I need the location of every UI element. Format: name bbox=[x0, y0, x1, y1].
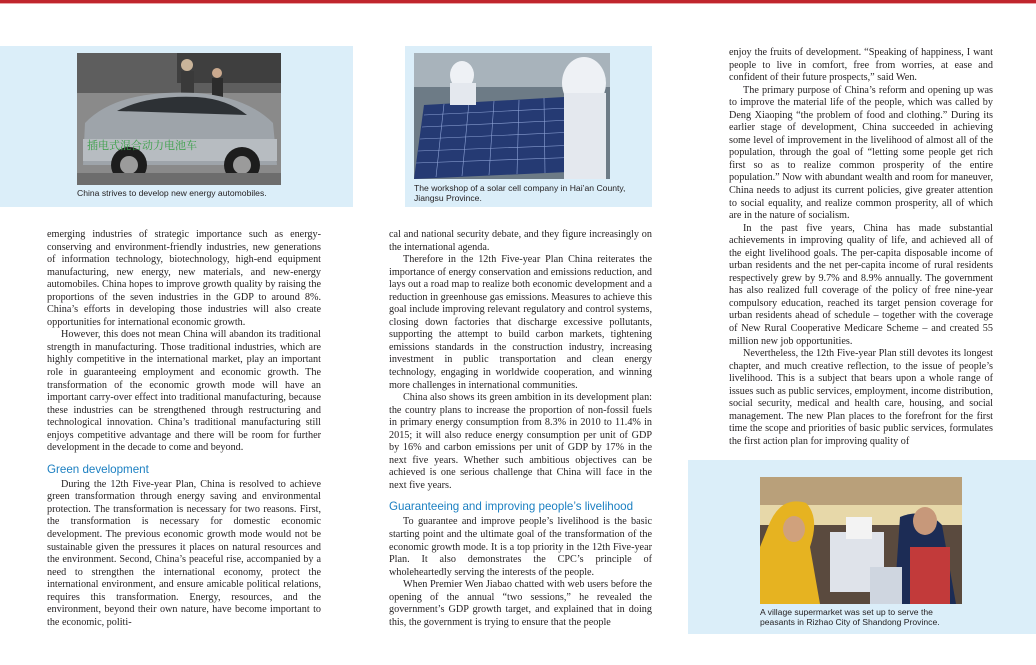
market-illustration bbox=[760, 477, 962, 604]
paragraph: Therefore in the 12th Five-year Plan China reiterates the importance of energy conservation and emissions reduction, and lays out a road map to realize both economic development and a reduction in greenhouse gas emissions. Measures to achieve this goal include improving relevant regulatory and control systems, closing down factories that discharge excessive pollutants, supporting the attempt to build carbon markets, tightening emissions standards in the construction industry, increasing investment in public transportation and clean energy technology, engaging in worldwide cooperation, and winning more challenges in international communities. bbox=[389, 254, 652, 391]
solar-illustration bbox=[414, 53, 610, 179]
car-sign-text: 插电式混合动力电池车 bbox=[87, 139, 197, 152]
caption-car: China strives to develop new energy automobiles. bbox=[77, 188, 267, 198]
top-rule-shadow bbox=[0, 3, 1036, 4]
paragraph: To guarantee and improve people’s livelihood is the basic starting point and the ultimate goal of the transformation of the economic growth mode. It is a top priority in the 12th Five-year Plan. It also demonstrates the CPC’s principle of wholeheartedly serving the interests of the people. bbox=[389, 516, 652, 578]
paragraph: emerging industries of strategic importance such as energy-conserving and environment-friendly industries, new generations of information technology, biotechnology, high-end equipment manufacturing, new energy, new materials, and new-energy automobiles. China hopes to improve growth quality by raising the proportions of the seven industries in the GDP to around 8%. China’s efforts in developing those industries will also create opportunities for international economic growth. bbox=[47, 229, 321, 328]
section-heading-livelihood: Guaranteeing and improving people’s livelihood bbox=[389, 500, 634, 514]
paragraph: In the past five years, China has made substantial achievements in improving quality of life, and achieved all of the eight livelihood goals. The per-capita disposable income of urban residents and the net per-capita income of rural residents respectively grew by 9.7% and 8.9% annually. The government has also realized full coverage of the policy of free nine-year compulsory education, reached its target pension coverage for urban residents ahead of schedule – together with the coverage of New Rural Cooperative Medicare Scheme – and created 55 million new job opportunities. bbox=[729, 222, 993, 347]
car-photo bbox=[77, 53, 281, 185]
paragraph: cal and national security debate, and they figure increasingly on the international agenda. bbox=[389, 229, 652, 253]
caption-solar: The workshop of a solar cell company in Hai’an County, Jiangsu Province. bbox=[414, 183, 626, 203]
paragraph: Nevertheless, the 12th Five-year Plan still devotes its longest chapter, and much creative reflection, to the issue of people’s livelihood. This is a subject that bears upon a whole range of issues such as public services, employment, income distribution, social security, medical and health care, housing, and social management. The new Plan places to the forefront for the first time the scope and priorities of basic public services, formulates the first action plan for improving quality of bbox=[729, 348, 993, 447]
solar-photo bbox=[414, 53, 610, 179]
paragraph: When Premier Wen Jiabao chatted with web users before the opening of the annual “two sessions,” he revealed the government’s GDP growth target, and explained that in doing this, the government is trying to ensure that the people bbox=[389, 579, 652, 628]
paragraph: During the 12th Five-year Plan, China is resolved to achieve green transformation through energy saving and environmental protection. The transformation is necessary for two reasons. First, the transformation is necessary for domestic economic development. The previous economic growth mode would not be sustainable given the pressures it places on natural resources and the environment. Second, China’s peaceful rise, accompanied by a need to strengthen the international economy, protect the international environment, and ensure amicable political relations, requires this transformation. Energy, resources, and the environment, beyond their own nature, have become important to the economic, politi- bbox=[47, 478, 321, 628]
text-column-2 bbox=[389, 229, 652, 629]
paragraph: China also shows its green ambition in its development plan: the country plans to increase the proportion of non-fossil fuels in primary energy consumption from 8.3% in 2010 to 11.4% in 2015; it will also reduce energy consumption per unit of GDP by 16% and carbon emissions per unit of GDP by 17% in the next five years. Whether such ambitious objectives can be achieved is one serious challenge that China will face in the next five years. bbox=[389, 392, 652, 491]
paragraph: However, this does not mean China will abandon its traditional strength in manufacturing. Those traditional industries, which are highly competitive in the international market, play an important role in guaranteeing employment and economic growth. The transformation of the economic growth mode will have an important carry-over effect into traditional manufacturing, because these industries can be strengthened through restructuring and technological innovation. China’s traditional manufacturing still enjoys competitive advantage and there will be room for further development in the decade to come and beyond. bbox=[47, 329, 321, 454]
text-column-3 bbox=[729, 47, 993, 449]
market-photo bbox=[760, 477, 962, 604]
section-heading-green-development: Green development bbox=[47, 462, 149, 476]
caption-market: A village supermarket was set up to serve the peasants in Rizhao City of Shandong Province. bbox=[760, 607, 940, 627]
paragraph: The primary purpose of China’s reform and opening up was to improve the material life of the people, which was called by Deng Xiaoping “the problem of food and clothing.” During its earlier stage of development, China succeeded in achieving some level of improvement in the livelihood of almost all of the population, through the goal of “letting some people get rich first so as to realize common prosperity of the entire population.” Now with abundant wealth and room for maneuver, China needs to adjust its current policies, give greater attention to social equality, and realize common prosperity, all of which are in the nature of socialism. bbox=[729, 84, 993, 222]
car-illustration bbox=[77, 53, 281, 185]
text-column-1 bbox=[47, 229, 321, 629]
paragraph: enjoy the fruits of development. “Speaking of happiness, I want people to live in comfort, free from worries, at ease and confident of their future prospects,” said Wen. bbox=[729, 47, 993, 84]
